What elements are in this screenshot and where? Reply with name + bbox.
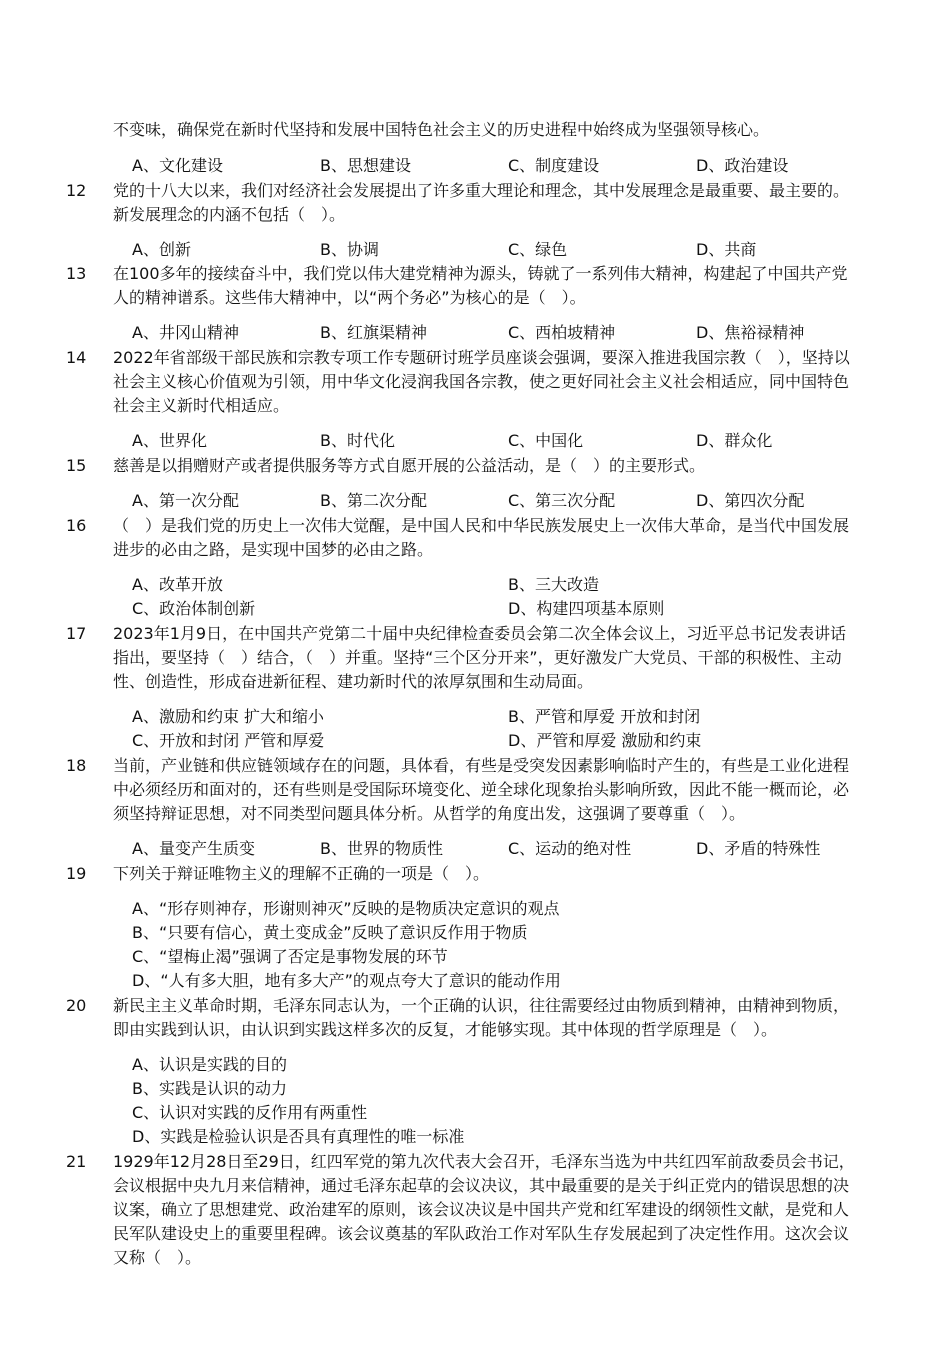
option-c: C、绿色 xyxy=(508,240,568,259)
option-b: B、世界的物质性 xyxy=(320,839,443,858)
option-a: A、“形存则神存，形谢则神灭”反映的是物质决定意识的观点 xyxy=(132,899,560,918)
option-b: B、协调 xyxy=(320,240,379,259)
question-number: 13 xyxy=(66,264,87,283)
option-d: D、共商 xyxy=(696,240,757,259)
question-text: （ ）是我们党的历史上一次伟大觉醒，是中国人民和中华民族发展史上一次伟大革命，是当代中国发展进步的必由之路，是实现中国梦的必由之路。 xyxy=(113,516,850,559)
option-d: D、焦裕禄精神 xyxy=(696,323,805,342)
option-d: D、严管和厚爱 激励和约束 xyxy=(508,731,702,750)
option-d: D、政治建设 xyxy=(696,156,789,175)
option-d: D、构建四项基本原则 xyxy=(508,599,665,618)
option-b: B、思想建设 xyxy=(320,156,411,175)
question-text: 1929年12月28日至29日，红四军党的第九次代表大会召开，毛泽东当选为中共红四军前敌委员会书记，会议根据中央九月来信精神，通过毛泽东起草的会议决议，其中最重要的是关于纠正党内的错误思想的决议案，确立了思想建党、政治建军的原则，该会议决议是中国共产党和红军建设的纲领性文献，是党和人民军队建设史上的重要里程碑。该会议奠基的军队政治工作对军队生存发展起到了决定性作用。这次会议又称（ ）。 xyxy=(113,1152,855,1267)
question-number: 20 xyxy=(66,996,87,1015)
option-c: C、“望梅止渴”强调了否定是事物发展的环节 xyxy=(132,947,448,966)
options-row xyxy=(132,321,892,345)
question-number: 19 xyxy=(66,864,87,883)
option-a: A、改革开放 xyxy=(132,575,223,594)
question-number: 14 xyxy=(66,348,87,367)
question-number: 17 xyxy=(66,624,87,643)
continuation-text: 不变味，确保党在新时代坚持和发展中国特色社会主义的历史进程中始终成为坚强领导核心。 xyxy=(113,120,770,139)
question-number: 15 xyxy=(66,456,87,475)
options-row xyxy=(132,429,892,453)
options-row xyxy=(132,154,892,178)
option-a: A、量变产生质变 xyxy=(132,839,255,858)
option-a: A、激励和约束 扩大和缩小 xyxy=(132,707,325,726)
option-c: C、开放和封闭 严管和厚爱 xyxy=(132,731,325,750)
question-text: 2023年1月9日，在中国共产党第二十届中央纪律检查委员会第二次全体会议上，习近平总书记发表讲话指出，要坚持（ ）结合，（ ）并重。坚持“三个区分开来”，更好激发广大党员、干部的积极性、主动性、创造性，形成奋进新征程、建功新时代的浓厚氛围和生动局面。 xyxy=(113,624,847,691)
option-d: D、群众化 xyxy=(696,431,773,450)
option-c: C、运动的绝对性 xyxy=(508,839,632,858)
question-text: 2022年省部级干部民族和宗教专项工作专题研讨班学员座谈会强调，要深入推进我国宗教（ ），坚持以社会主义核心价值观为引领，用中华文化浸润我国各宗教，使之更好同社会主义社会相适应，同中国特色社会主义新时代相适应。 xyxy=(113,348,850,415)
option-b: B、时代化 xyxy=(320,431,395,450)
option-c: C、西柏坡精神 xyxy=(508,323,616,342)
options-row xyxy=(132,597,892,621)
option-c: C、制度建设 xyxy=(508,156,600,175)
options-row xyxy=(132,837,892,861)
question-number: 18 xyxy=(66,756,87,775)
option-b: B、实践是认识的动力 xyxy=(132,1079,287,1098)
option-a: A、井冈山精神 xyxy=(132,323,239,342)
options-row xyxy=(132,705,892,729)
option-b: B、“只要有信心，黄土变成金”反映了意识反作用于物质 xyxy=(132,923,528,942)
option-d: D、第四次分配 xyxy=(696,491,805,510)
option-d: D、矛盾的特殊性 xyxy=(696,839,821,858)
options-row xyxy=(132,573,892,597)
question-text: 下列关于辩证唯物主义的理解不正确的一项是（ ）。 xyxy=(113,864,490,883)
options-row xyxy=(132,238,892,262)
option-a: A、认识是实践的目的 xyxy=(132,1055,287,1074)
option-b: B、三大改造 xyxy=(508,575,599,594)
question-number: 21 xyxy=(66,1152,87,1171)
question-text: 当前，产业链和供应链领域存在的问题，具体看，有些是受突发因素影响临时产生的，有些是工业化进程中必须经历和面对的，还有些则是受国际环境变化、逆全球化现象抬头影响所致，因此不能一概而论，必须坚持辩证思想，对不同类型问题具体分析。从哲学的角度出发，这强调了要尊重（ ）。 xyxy=(113,756,850,823)
option-b: B、第二次分配 xyxy=(320,491,427,510)
option-c: C、第三次分配 xyxy=(508,491,616,510)
option-d: D、实践是检验认识是否具有真理性的唯一标准 xyxy=(132,1127,465,1146)
option-a: A、世界化 xyxy=(132,431,207,450)
question-text: 慈善是以捐赠财产或者提供服务等方式自愿开展的公益活动，是（ ）的主要形式。 xyxy=(113,456,706,475)
option-c: C、政治体制创新 xyxy=(132,599,256,618)
question-number: 12 xyxy=(66,181,87,200)
question-text: 党的十八大以来，我们对经济社会发展提出了许多重大理论和理念，其中发展理念是最重要、最主要的。新发展理念的内涵不包括（ ）。 xyxy=(113,181,850,224)
option-a: A、文化建设 xyxy=(132,156,223,175)
option-a: A、第一次分配 xyxy=(132,491,239,510)
option-a: A、创新 xyxy=(132,240,191,259)
option-c: C、认识对实践的反作用有两重性 xyxy=(132,1103,368,1122)
question-number: 16 xyxy=(66,516,87,535)
options-row xyxy=(132,489,892,513)
option-b: B、严管和厚爱 开放和封闭 xyxy=(508,707,701,726)
option-c: C、中国化 xyxy=(508,431,584,450)
options-row xyxy=(132,729,892,753)
question-text: 新民主主义革命时期，毛泽东同志认为，一个正确的认识，往往需要经过由物质到精神，由精神到物质，即由实践到认识，由认识到实践这样多次的反复，才能够实现。其中体现的哲学原理是（ ）。 xyxy=(113,996,850,1039)
option-d: D、“人有多大胆，地有多大产”的观点夸大了意识的能动作用 xyxy=(132,971,561,990)
option-b: B、红旗渠精神 xyxy=(320,323,427,342)
question-text: 在100多年的接续奋斗中，我们党以伟大建党精神为源头，铸就了一系列伟大精神，构建起了中国共产党人的精神谱系。这些伟大精神中，以“两个务必”为核心的是（ ）。 xyxy=(113,264,848,307)
